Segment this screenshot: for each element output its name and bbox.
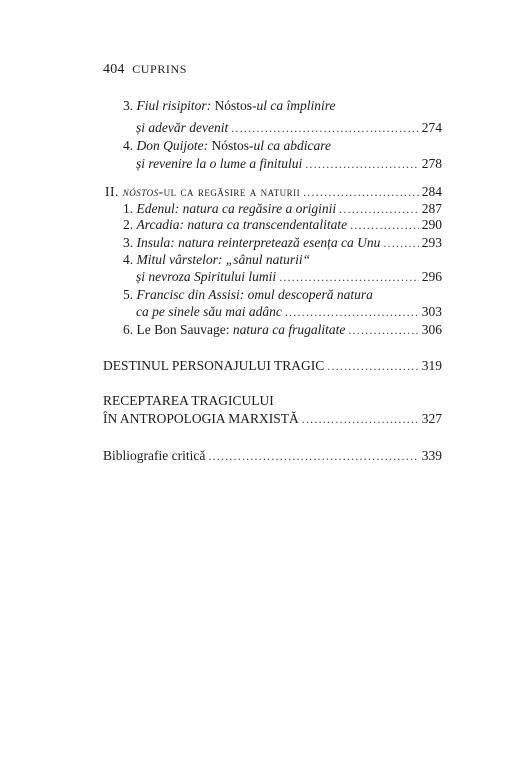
running-title: CUPRINS: [132, 62, 188, 76]
toc-page-number: 293: [421, 235, 442, 250]
toc-text: Le Bon Sauvage:: [136, 322, 230, 337]
toc-entry: [123, 321, 442, 339]
leader-dots: [303, 183, 419, 201]
toc-page-number: 327: [421, 411, 442, 426]
toc-text: și nevroza Spiritului lumii: [136, 269, 277, 284]
toc-text: natura ca frugalitate: [229, 322, 346, 337]
toc-text: RECEPTAREA TRAGICULUI: [103, 393, 274, 408]
toc-chapter: [103, 392, 442, 410]
toc-text: și revenire la o lume a finitului: [136, 156, 303, 171]
toc-page-number: 296: [421, 269, 442, 284]
leader-dots: [350, 216, 419, 234]
toc-label: [136, 268, 276, 286]
toc-entry: [136, 119, 442, 137]
toc-text: și adevăr devenit: [136, 120, 229, 135]
leader-dots: [383, 234, 418, 252]
toc-label: [123, 234, 380, 252]
toc-number: 3.: [123, 98, 137, 113]
toc-label: [136, 119, 228, 137]
page-number: 404: [103, 62, 125, 77]
toc-entry: [136, 268, 442, 286]
toc-page-number: 306: [421, 322, 442, 337]
toc-entry: [123, 286, 442, 304]
toc-number: 4.: [123, 138, 137, 153]
toc-entry: [123, 97, 442, 115]
leader-dots: [279, 268, 419, 286]
toc-label: [123, 97, 336, 115]
toc-text: Nóstos: [208, 138, 250, 153]
toc-section-number: II.: [105, 184, 123, 199]
toc-label: [103, 447, 205, 465]
toc-entry: [123, 216, 442, 234]
leader-dots: [231, 119, 419, 137]
leader-dots: [302, 410, 419, 428]
toc-chapter: [103, 447, 442, 465]
toc-entry: [123, 251, 442, 269]
toc-number: 1.: [123, 201, 137, 216]
toc-page-number: 339: [421, 448, 442, 463]
toc-text: Arcadia: natura ca transcendentalitate: [136, 217, 348, 232]
toc-text: Edenul: natura ca regăsire a originii: [136, 201, 337, 216]
toc-chapter: [103, 410, 442, 428]
toc-page-number: 303: [421, 304, 442, 319]
toc-text: Fiul risipitor:: [136, 98, 212, 113]
toc-page-number: 284: [421, 184, 442, 199]
toc-page-number: 319: [421, 358, 442, 373]
leader-dots: [348, 321, 418, 339]
toc-label: [136, 303, 282, 321]
toc-text: DESTINUL PERSONAJULUI TRAGIC: [103, 358, 325, 373]
toc-label: [123, 286, 373, 304]
toc-entry: [123, 137, 442, 155]
leader-dots: [208, 447, 418, 465]
leader-dots: [285, 303, 419, 321]
toc-section: [105, 183, 442, 201]
toc-text: -ul ca împlinire: [252, 98, 336, 113]
toc-label: [123, 321, 345, 339]
toc-number: 2.: [123, 217, 137, 232]
toc-text: ca pe sinele său mai adânc: [136, 304, 282, 319]
toc-page-number: 274: [421, 120, 442, 135]
toc-number: 3.: [123, 235, 137, 250]
toc-text: Don Quijote:: [136, 138, 209, 153]
toc-text: nóstos: [122, 184, 159, 199]
toc-label: [123, 251, 310, 269]
toc-page-number: 278: [421, 156, 442, 171]
toc-text: Nóstos: [211, 98, 253, 113]
toc-text: Mitul vârstelor: „sânul naturii“: [136, 252, 311, 267]
toc-text: Francisc din Assisi: omul descoperă natura: [136, 287, 373, 302]
leader-dots: [305, 155, 419, 173]
toc-label: [103, 392, 274, 410]
toc-text: Insula: natura reinterpretează esența ca Unu: [136, 235, 381, 250]
toc-entry: [123, 234, 442, 252]
toc-entry: [136, 155, 442, 173]
leader-dots: [327, 357, 418, 375]
toc-label: [123, 216, 347, 234]
toc-label: [105, 183, 300, 201]
toc-number: 4.: [123, 252, 137, 267]
toc-page-number: 287: [421, 201, 442, 216]
toc-label: [103, 357, 324, 375]
toc-label: [103, 410, 299, 428]
toc-entry: [136, 303, 442, 321]
toc-label: [123, 137, 331, 155]
toc-page-number: 290: [421, 217, 442, 232]
toc-text: -ul ca abdicare: [249, 138, 331, 153]
page-header: [103, 61, 187, 78]
toc-number: 5.: [123, 287, 137, 302]
toc-text: Bibliografie critică: [103, 448, 206, 463]
toc-label: [136, 155, 302, 173]
toc-text: ÎN ANTROPOLOGIA MARXISTĂ: [103, 411, 299, 426]
toc-number: 6.: [123, 322, 137, 337]
toc-text: -ul ca regăsire a naturii: [158, 184, 301, 199]
toc-chapter: [103, 357, 442, 375]
